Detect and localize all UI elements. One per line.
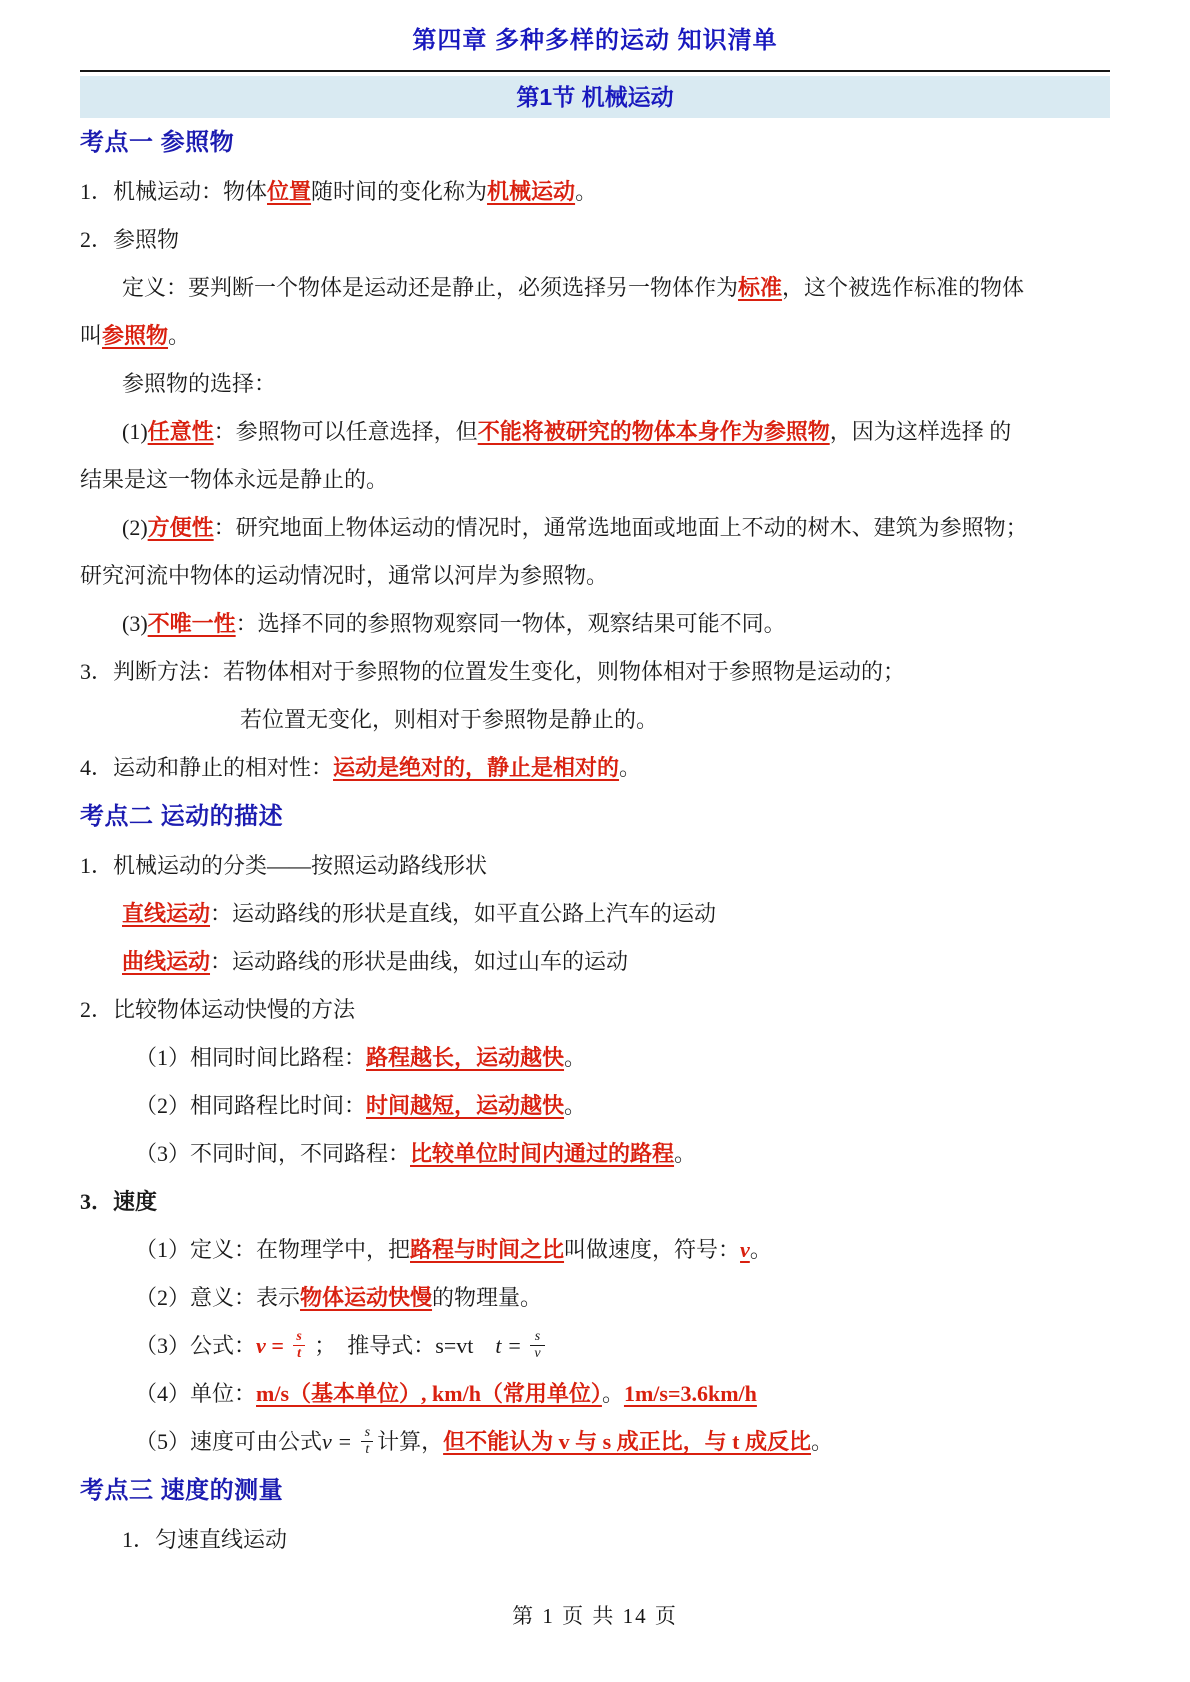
text-segment: m/s（基本单位）, km/h（常用单位）: [256, 1381, 602, 1406]
text-segment: ：运动路线的形状是曲线，如过山车的运动: [210, 949, 629, 974]
text-segment: 随时间的变化称为: [311, 179, 488, 204]
text-line: [80, 264, 1110, 312]
content: [80, 118, 1110, 1564]
text-line: [80, 360, 1110, 408]
text-segment: 。: [619, 755, 642, 780]
text-segment: 物体运动快慢: [300, 1285, 433, 1310]
text-line: [80, 1322, 1110, 1370]
text-line: [80, 1034, 1110, 1082]
text-segment: （1）相同时间比路程：: [135, 1045, 367, 1070]
text-segment: ； 推导式：s=vt: [308, 1333, 496, 1358]
text-line: [80, 1516, 1110, 1564]
text-segment: 比较单位时间内通过的路程: [410, 1141, 675, 1166]
text-segment: 标准: [738, 275, 783, 300]
text-line: [80, 1178, 1110, 1226]
text-line: [80, 648, 1110, 696]
text-segment: 参照物的选择：: [122, 371, 277, 396]
text-segment: t =: [495, 1333, 528, 1358]
text-segment: 定义：要判断一个物体是运动还是静止，必须选择另一物体作为: [122, 275, 739, 300]
text-segment: 2．比较物体运动快慢的方法: [80, 997, 356, 1022]
section-heading: 考点二 运动的描述: [80, 803, 284, 830]
text-segment: 路程与时间之比: [410, 1237, 565, 1262]
section-banner: 第1节 机械运动: [80, 76, 1110, 118]
text-segment: 。: [601, 1381, 624, 1406]
text-line: [80, 696, 1110, 744]
text-segment: 2．参照物: [80, 227, 180, 252]
text-segment: v: [740, 1237, 750, 1262]
text-segment: 直线运动: [122, 901, 211, 926]
text-segment: 。: [168, 323, 191, 348]
text-segment: (2): [122, 515, 148, 540]
text-line: [80, 168, 1110, 216]
text-segment: （4）单位：: [135, 1381, 257, 1406]
text-segment: （3）不同时间，不同路程：: [135, 1141, 411, 1166]
text-line: [80, 1274, 1110, 1322]
text-segment: 1．机械运动：物体: [80, 179, 268, 204]
text-line: [80, 744, 1110, 792]
text-segment: 方便性: [147, 515, 214, 540]
text-segment: 机械运动: [487, 179, 576, 204]
text-line: [80, 938, 1110, 986]
text-segment: 结果是这一物体永远是静止的。: [80, 467, 389, 492]
text-segment: 位置: [267, 179, 312, 204]
text-segment: 叫做速度，符号：: [564, 1237, 741, 1262]
text-line: [80, 552, 1110, 600]
text-line: [80, 408, 1110, 456]
text-line: [80, 986, 1110, 1034]
text-segment: ：运动路线的形状是直线，如平直公路上汽车的运动: [210, 901, 717, 926]
text-line: [80, 216, 1110, 264]
text-segment: (1): [122, 419, 148, 444]
fraction: $\frac{s}{t}$: [292, 1329, 305, 1362]
text-segment: （2）意义：表示: [135, 1285, 301, 1310]
text-segment: 。: [749, 1237, 772, 1262]
text-segment: 。: [811, 1429, 834, 1454]
text-segment: (3): [122, 611, 148, 636]
section-heading: 考点三 速度的测量: [80, 1477, 284, 1504]
text-segment: v =: [256, 1333, 290, 1358]
text-segment: 1．机械运动的分类——按照运动路线形状: [80, 853, 488, 878]
text-segment: 运动是绝对的，静止是相对的: [333, 755, 620, 780]
text-segment: 参照物: [102, 323, 169, 348]
text-line: [80, 1226, 1110, 1274]
text-segment: 1m/s=3.6km/h: [623, 1381, 757, 1406]
text-segment: ：参照物可以任意选择，但: [213, 419, 478, 444]
title-divider: [80, 70, 1110, 72]
text-line: [80, 1082, 1110, 1130]
text-line: [80, 600, 1110, 648]
text-segment: （1）定义：在物理学中，把: [135, 1237, 411, 1262]
text-segment: 。: [564, 1045, 587, 1070]
text-segment: ，因为这样选择 的: [829, 419, 1012, 444]
text-segment: 。: [564, 1093, 587, 1118]
text-line: [80, 312, 1110, 360]
text-line: [80, 842, 1110, 890]
text-segment: 不能将被研究的物体本身作为参照物: [477, 419, 830, 444]
text-segment: 任意性: [147, 419, 214, 444]
text-segment: 研究河流中物体的运动情况时，通常以河岸为参照物。: [80, 563, 609, 588]
text-segment: 不唯一性: [147, 611, 236, 636]
text-line: [80, 504, 1110, 552]
text-line: [80, 1418, 1110, 1466]
text-segment: 叫: [80, 323, 103, 348]
fraction: $\frac{s}{t}$: [361, 1425, 374, 1458]
page-title: 第四章 多种多样的运动 知识清单: [412, 27, 778, 54]
text-segment: （3）公式：: [135, 1333, 257, 1358]
page-footer: 第 1 页 共 14 页: [512, 1604, 678, 1628]
text-segment: （2）相同路程比时间：: [135, 1093, 367, 1118]
text-line: [80, 1130, 1110, 1178]
text-segment: 。: [674, 1141, 697, 1166]
section-heading: 考点一 参照物: [80, 129, 235, 156]
text-segment: 时间越短，运动越快: [366, 1093, 565, 1118]
text-line: [80, 456, 1110, 504]
text-line: [80, 890, 1110, 938]
text-segment: 。: [575, 179, 598, 204]
text-segment: ，这个被选作标准的物体: [782, 275, 1025, 300]
text-segment: （5）速度可由公式: [135, 1429, 323, 1454]
text-segment: 3．判断方法：若物体相对于参照物的位置发生变化，则物体相对于参照物是运动的；: [80, 659, 906, 684]
text-segment: 但不能认为 v 与 s 成正比，与 t 成反比: [443, 1429, 811, 1454]
text-segment: 的物理量。: [432, 1285, 543, 1310]
text-segment: 4．运动和静止的相对性：: [80, 755, 334, 780]
text-segment: 1．匀速直线运动: [122, 1527, 288, 1552]
text-line: [80, 1370, 1110, 1418]
text-segment: ：研究地面上物体运动的情况时，通常选地面或地面上不动的树木、建筑为参照物；: [213, 515, 1028, 540]
fraction: $\frac{s}{v}$: [530, 1329, 544, 1362]
text-segment: 曲线运动: [122, 949, 211, 974]
text-segment: 计算，: [377, 1429, 444, 1454]
text-segment: 路程越长，运动越快: [366, 1045, 565, 1070]
text-segment: ：选择不同的参照物观察同一物体，观察结果可能不同。: [235, 611, 786, 636]
text-segment: 若位置无变化，则相对于参照物是静止的。: [240, 707, 659, 732]
text-segment: v =: [322, 1429, 358, 1454]
text-segment: 3．速度: [80, 1189, 158, 1214]
